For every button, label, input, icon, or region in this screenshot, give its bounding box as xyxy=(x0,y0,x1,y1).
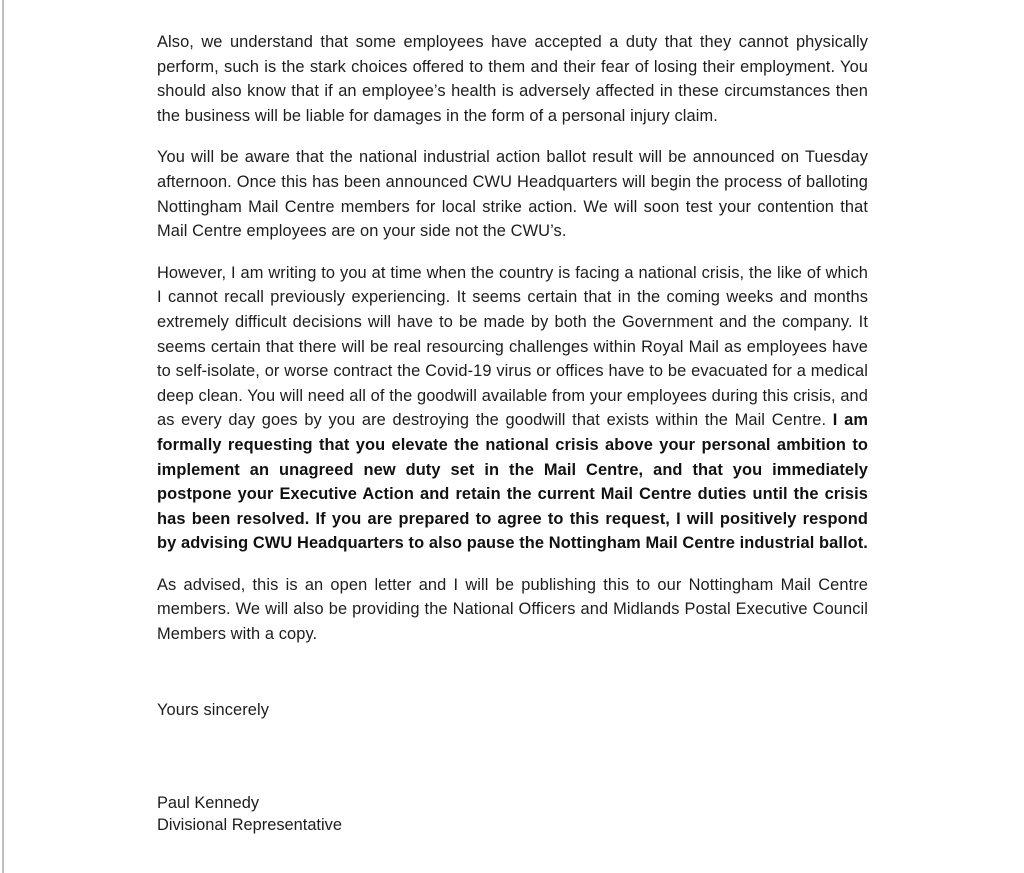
letter-body xyxy=(157,30,868,836)
page-scan-edge xyxy=(2,0,4,873)
paragraph-text: You will be aware that the national industrial action ballot result will be announced on Tuesday afternoon. Once this has been announced CWU Headquarters will begin the process of balloting Nottingham Mail Centre members for local strike action. We will soon test your contention that Mail Centre employees are on your side not the CWU’s. xyxy=(157,148,868,241)
closing-line: Yours sincerely xyxy=(157,700,270,719)
signature-block xyxy=(157,793,868,836)
paragraph-text-bold-request: I am formally requesting that you elevate the national crisis above your personal ambition to implement an unagreed new duty set in the Mail Centre, and that you immediately postpone your Executive Action and retain the current Mail Centre duties until the crisis has been resolved. If you are prepared to agree to this request, I will positively respond by advising CWU Headquarters to also pause the Nottingham Mail Centre industrial ballot. xyxy=(157,411,868,553)
paragraph-duty-acceptance xyxy=(157,30,868,128)
signature-title: Divisional Representative xyxy=(157,815,342,834)
paragraph-text: As advised, this is an open letter and I will be publishing this to our Nottingham Mail Centre members. We will also be providing the National Officers and Midlands Postal Executive Council Members with a copy. xyxy=(157,575,868,644)
paragraph-text: Also, we understand that some employees have accepted a duty that they cannot physically perform, such is the stark choices offered to them and their fear of losing their employment. You should also know that if an employee’s health is adversely affected in these circumstances then the business will be liable for damages in the form of a personal injury claim. xyxy=(157,33,868,125)
signature-name: Paul Kennedy xyxy=(157,794,260,813)
paragraph-ballot-result xyxy=(157,145,868,243)
paragraph-national-crisis xyxy=(157,261,868,556)
paragraph-open-letter xyxy=(157,573,868,647)
paragraph-text: However, I am writing to you at time when the country is facing a national crisis, the like of which I cannot recall previously experiencing. It seems certain that in the coming weeks and months extremely difficult decisions will have to be made by both the Government and the company. It seems certain that there will be real resourcing challenges within Royal Mail as employees have to self-isolate, or worse contract the Covid-19 virus or offices have to be evacuated for a medical deep clean. You will need all of the goodwill available from your employees during this crisis, and as every day goes by you are destroying the goodwill that exists within the Mail Centre. xyxy=(157,263,868,430)
